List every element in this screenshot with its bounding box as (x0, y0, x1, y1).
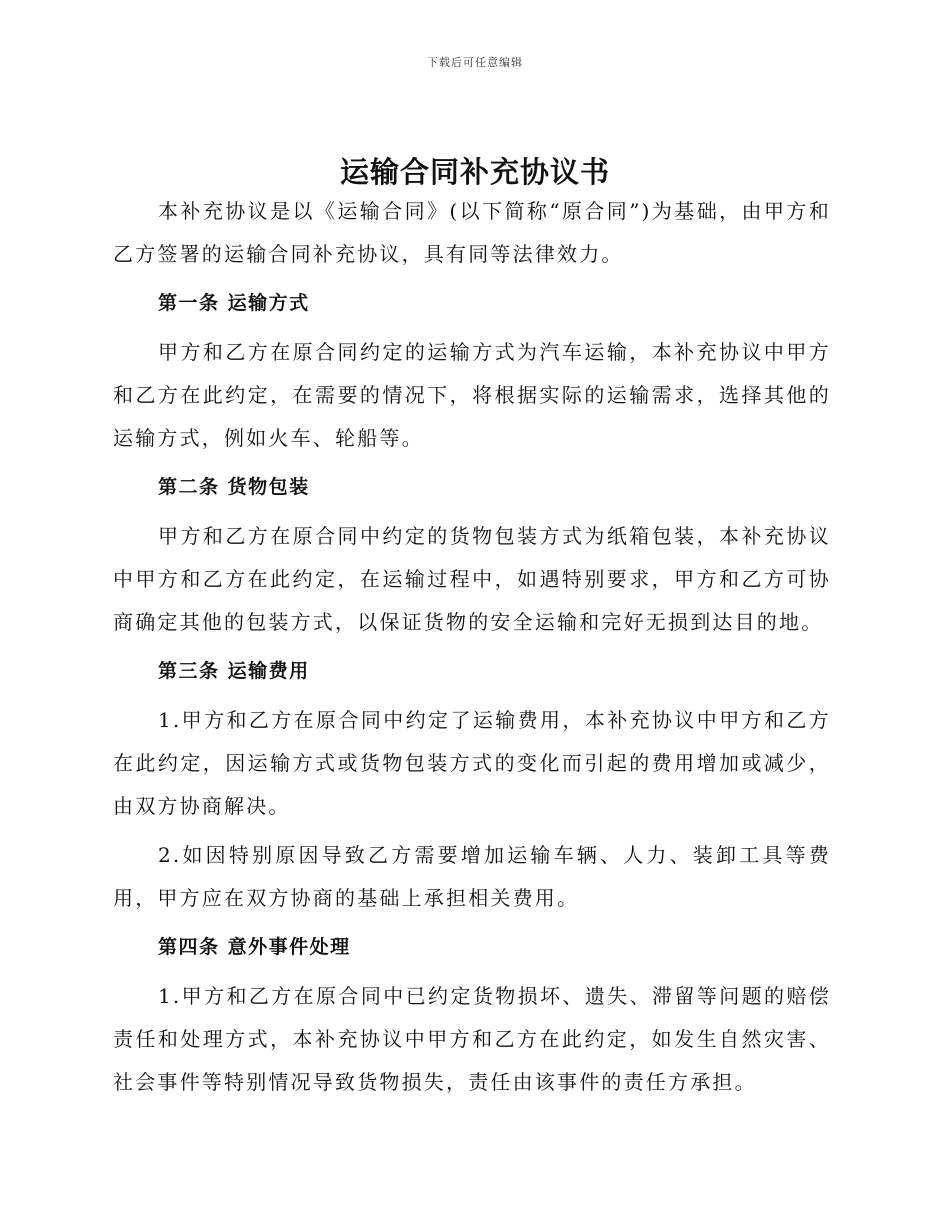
section-3 (113, 650, 831, 920)
section-4 (113, 926, 831, 1104)
page-header: 下载后可任意编辑 (427, 56, 523, 69)
section-paragraph: 甲方和乙方在原合同中约定的货物包装方式为纸箱包装，本补充协议中甲方和乙方在此约定，在运输过程中，如遇特别要求，甲方和乙方可协商确定其他的包装方式，以保证货物的安全运输和完好无损到达目的地。 (113, 524, 831, 634)
section-heading: 第四条 意外事件处理 (158, 936, 351, 958)
section-paragraph: 甲方和乙方在原合同约定的运输方式为汽车运输，本补充协议中甲方和乙方在此约定，在需要的情况下，将根据实际的运输需求，选择其他的运输方式，例如火车、轮船等。 (113, 340, 831, 450)
section-paragraph: 1.甲方和乙方在原合同中约定了运输费用，本补充协议中甲方和乙方在此约定，因运输方式或货物包装方式的变化而引起的费用增加或减少，由双方协商解决。 (113, 708, 831, 818)
section-paragraph: 2.如因特别原因导致乙方需要增加运输车辆、人力、装卸工具等费用，甲方应在双方协商的基础上承担相关费用。 (113, 843, 831, 910)
intro-paragraph: 本补充协议是以《运输合同》(以下简称“原合同”)为基础，由甲方和乙方签署的运输合同补充协议，具有同等法律效力。 (113, 199, 831, 266)
document-title: 运输合同补充协议书 (339, 155, 610, 189)
section-heading: 第二条 货物包装 (158, 476, 310, 498)
section-2 (113, 466, 831, 644)
section-1 (113, 282, 831, 460)
section-heading: 第一条 运输方式 (158, 292, 310, 314)
document-body (113, 190, 831, 1104)
section-heading: 第三条 运输费用 (158, 660, 310, 682)
section-paragraph: 1.甲方和乙方在原合同中已约定货物损坏、遗失、滞留等问题的赔偿责任和处理方式，本补充协议中甲方和乙方在此约定，如发生自然灾害、社会事件等特别情况导致货物损失，责任由该事件的责任方承担。 (113, 984, 831, 1094)
